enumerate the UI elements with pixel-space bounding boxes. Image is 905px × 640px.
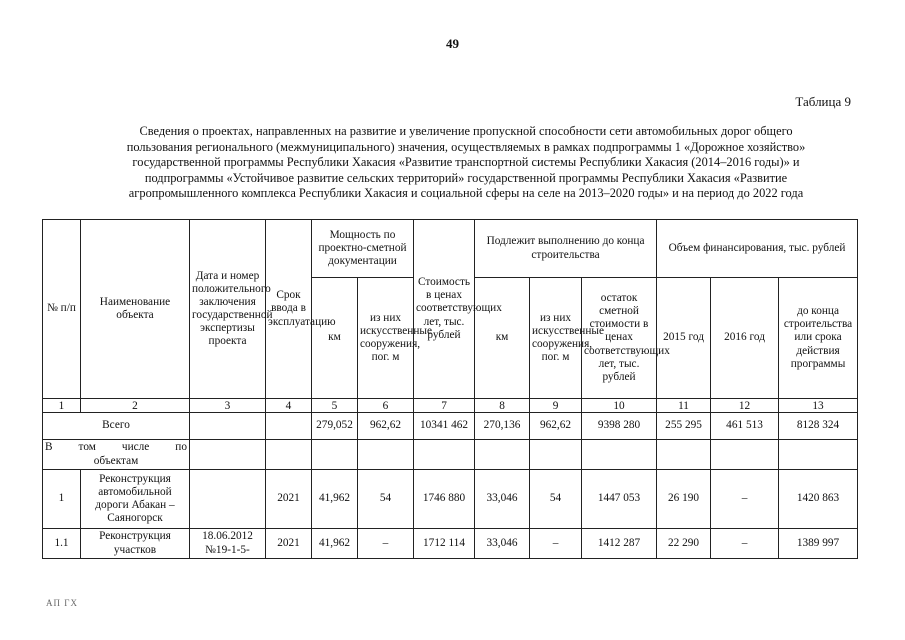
column-number: 13	[779, 399, 858, 413]
total-cost: 10341 462	[414, 413, 475, 440]
column-number: 10	[582, 399, 657, 413]
row-remaining-cost: 1447 053	[582, 470, 657, 529]
header-term: Срок ввода в эксплуатацию	[266, 220, 312, 399]
row-fin-2015: 22 290	[657, 529, 711, 559]
row-expertise	[190, 470, 266, 529]
title-line: Сведения о проектах, направленных на развитие и увеличение пропускной способности сети автомобильных дорог общего	[139, 124, 793, 138]
subheader-label	[43, 440, 190, 470]
total-fin-2016: 461 513	[711, 413, 779, 440]
row-remaining-km: 33,046	[475, 470, 530, 529]
empty-cell	[414, 440, 475, 470]
subheader-line: объектам	[93, 454, 139, 467]
total-capacity-km: 279,052	[312, 413, 358, 440]
row-expertise-number: №19-1-5-	[205, 543, 250, 556]
total-remaining-art: 962,62	[530, 413, 582, 440]
row-term: 2021	[266, 529, 312, 559]
header-num: № п/п	[43, 220, 81, 399]
header-capacity: Мощность по проектно-сметной документации	[312, 220, 414, 278]
header-remaining: Подлежит выполнению до конца строительства	[475, 220, 657, 278]
column-number: 12	[711, 399, 779, 413]
title-line: пользования регионального (межмуниципального) значения, осуществляемых в рамках подпрограммы 1 «Дорожное хозяйство»	[126, 139, 806, 154]
empty-cell	[530, 440, 582, 470]
title-line: подпрограммы «Устойчивое развитие сельских территорий» государственной программы Республики Хакасия «Развитие	[144, 170, 788, 185]
row-remaining-cost: 1412 287	[582, 529, 657, 559]
title-line: государственной программы Республики Хакасия «Развитие транспортной системы Республики Хакасия (2014–2016 годы)» и	[132, 155, 800, 170]
column-numbers-row	[43, 399, 858, 413]
table-row	[43, 470, 858, 529]
row-fin-2016: –	[711, 470, 779, 529]
column-number: 3	[190, 399, 266, 413]
row-cost: 1746 880	[414, 470, 475, 529]
header-row-1	[43, 220, 858, 278]
row-fin-2015: 26 190	[657, 470, 711, 529]
empty-cell	[657, 440, 711, 470]
row-fin-end: 1420 863	[779, 470, 858, 529]
column-number: 11	[657, 399, 711, 413]
total-remaining-km: 270,136	[475, 413, 530, 440]
header-financing: Объем финансирования, тыс. рублей	[657, 220, 858, 278]
empty-cell	[475, 440, 530, 470]
row-remaining-art: 54	[530, 470, 582, 529]
row-capacity-km: 41,962	[312, 529, 358, 559]
header-cost: Стоимость в ценах соответствующих лет, тыс. рублей	[414, 220, 475, 399]
document-title	[48, 124, 884, 202]
empty-cell	[582, 440, 657, 470]
page-number: 49	[446, 36, 459, 51]
projects-table	[42, 219, 858, 559]
header-expertise: Дата и номер положительного заключения государственной экспертизы проекта	[190, 220, 266, 399]
row-name: Реконструкция участков	[81, 529, 190, 559]
empty-cell	[190, 413, 266, 440]
column-number: 1	[43, 399, 81, 413]
total-remaining-cost: 9398 280	[582, 413, 657, 440]
row-expertise	[190, 529, 266, 559]
row-capacity-km: 41,962	[312, 470, 358, 529]
table-row-subheader	[43, 440, 858, 470]
header-name: Наименование объекта	[81, 220, 190, 399]
row-name: Реконструкция автомобильной дороги Абакан – Саяногорск	[81, 470, 190, 529]
row-cost: 1712 114	[414, 529, 475, 559]
empty-cell	[358, 440, 414, 470]
total-fin-end: 8128 324	[779, 413, 858, 440]
empty-cell	[711, 440, 779, 470]
empty-cell	[779, 440, 858, 470]
column-number: 9	[530, 399, 582, 413]
empty-cell	[266, 440, 312, 470]
header-capacity-km: км	[312, 278, 358, 399]
column-number: 6	[358, 399, 414, 413]
column-number: 4	[266, 399, 312, 413]
table-row	[43, 529, 858, 559]
empty-cell	[190, 440, 266, 470]
footer-mark: АП ГХ	[46, 598, 78, 608]
row-remaining-km: 33,046	[475, 529, 530, 559]
row-capacity-art: –	[358, 529, 414, 559]
row-capacity-art: 54	[358, 470, 414, 529]
header-remaining-km: км	[475, 278, 530, 399]
header-remaining-cost: остаток сметной стоимости в ценах соответствующих лет, тыс. рублей	[582, 278, 657, 399]
header-fin-end: до конца строительства или срока действия программы	[779, 278, 858, 399]
header-remaining-art: из них искусственные сооружения, пог. м	[530, 278, 582, 399]
empty-cell	[266, 413, 312, 440]
header-fin-2016: 2016 год	[711, 278, 779, 399]
column-number: 5	[312, 399, 358, 413]
total-fin-2015: 255 295	[657, 413, 711, 440]
column-number: 8	[475, 399, 530, 413]
row-remaining-art: –	[530, 529, 582, 559]
row-term: 2021	[266, 470, 312, 529]
header-capacity-art: из них искусственные сооружения, пог. м	[358, 278, 414, 399]
column-number: 7	[414, 399, 475, 413]
empty-cell	[312, 440, 358, 470]
total-label: Всего	[43, 413, 190, 440]
row-num: 1.1	[43, 529, 81, 559]
row-fin-2016: –	[711, 529, 779, 559]
subheader-line: В том числе по	[45, 441, 187, 454]
table-label: Таблица 9	[795, 94, 851, 109]
total-capacity-art: 962,62	[358, 413, 414, 440]
title-line: агропромышленного комплекса Республики Хакасия и социальной сферы на селе на 2013–2020 годы» и на период до 2022 года	[128, 186, 804, 201]
table-row-total	[43, 413, 858, 440]
column-number: 2	[81, 399, 190, 413]
row-fin-end: 1389 997	[779, 529, 858, 559]
header-fin-2015: 2015 год	[657, 278, 711, 399]
row-num: 1	[43, 470, 81, 529]
row-expertise-date: 18.06.2012	[202, 530, 253, 543]
